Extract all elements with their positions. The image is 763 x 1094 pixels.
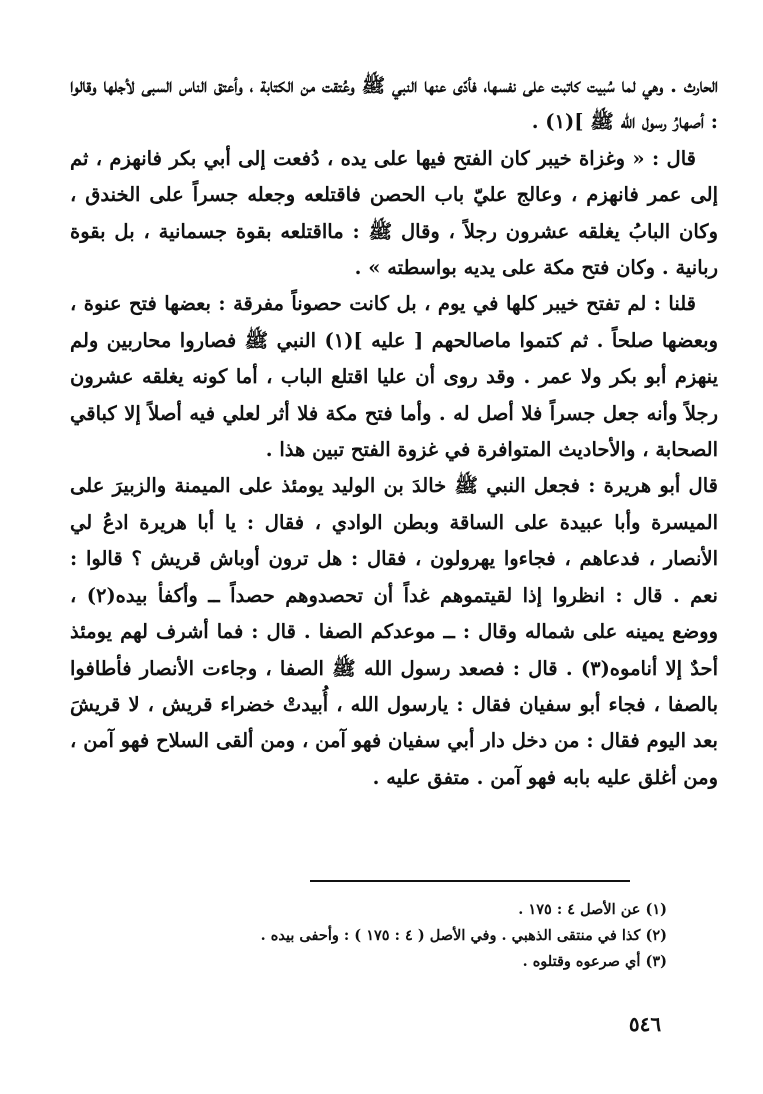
footnote-3: (٣) أي صرعوه وقتلوه .: [522, 953, 667, 970]
footnote-divider: [310, 880, 630, 882]
main-text: [70, 68, 718, 796]
page-number: ٥٤٦: [628, 1012, 662, 1036]
paragraph-3: قلنا : لم تفتح خيبر كلها في يوم ، بل كانت حصوناً مفرقة : بعضها فتح عنوة ، وبعضها صلحاً . ثم كتموا ماصالحهم [ عليه ](١) النبي ﷺ فصاروا محاربين ولم ينهزم أبو بكر ولا عمر . وقد روى أن عليا اقتلع الباب ، أما كونه يغلقه عشرون رجلاً وأنه جعل جسراً فلا أصل له . وأما فتح مكة فلا أثر لعلي فيه أصلاً إلا كباقي الصحابة ، والأحاديث المتوافرة في غزوة الفتح تبين هذا .: [70, 292, 718, 462]
page-body: [70, 68, 718, 796]
footnote-2: (٢) كذا في منتقى الذهبي . وفي الأصل ( ٤ : ١٧٥ ) : وأحفى بيده .: [260, 927, 667, 944]
paragraph-1: الحارث . وهي لما سُبيت كاتبت على نفسها، فأدّى عنها النبي ﷺ وعُتقت من الكتابة ، وأعتق الناس السبى لأجلها وقالوا : أصهارُ رسول الله ﷺ ](١) .: [70, 74, 718, 134]
footnotes: [107, 897, 667, 975]
paragraph-4: قال أبو هريرة : فجعل النبي ﷺ خالدَ بن الوليد يومئذ على الميمنة والزبيرَ على الميسرة وأبا عبيدة على الساقة وبطن الوادي ، فقال : يا أبا هريرة ادعُ لي الأنصار ، فدعاهم ، فجاءوا يهرولون ، فقال : هل ترون أوباش قريش ؟ قالوا : نعم . قال : انظروا إذا لقيتموهم غداً أن تحصدوهم حصداً ــ وأكفأ بيده(٢) ، ووضع يمينه على شماله وقال : ــ موعدكم الصفا . قال : فما أشرف لهم يومئذ أحدٌ إلا أناموه(٣) . قال : فصعد رسول الله ﷺ الصفا ، وجاءت الأنصار فأطافوا بالصفا ، فجاء أبو سفيان فقال : يارسول الله ، أُبيدتْ خضراء قريش ، لا قريشَ بعد اليوم فقال : من دخل دار أبي سفيان فهو آمن ، ومن ألقى السلاح فهو آمن ، ومن أغلق عليه بابه فهو آمن . متفق عليه .: [70, 474, 718, 789]
footnote-1: (١) عن الأصل ٤ : ١٧٥ .: [518, 901, 667, 918]
paragraph-2: قال : « وغزاة خيبر كان الفتح فيها على يده ، دُفعت إلى أبي بكر فانهزم ، ثم إلى عمر فانهزم ، وعالج عليّ باب الحصن فاقتلعه وجعله جسراً على الخندق ، وكان البابُ يغلقه عشرون رجلاً ، وقال ﷺ : مااقتلعه بقوة جسمانية ، بل بقوة ربانية . وكان فتح مكة على يديه بواسطته » .: [70, 146, 718, 280]
